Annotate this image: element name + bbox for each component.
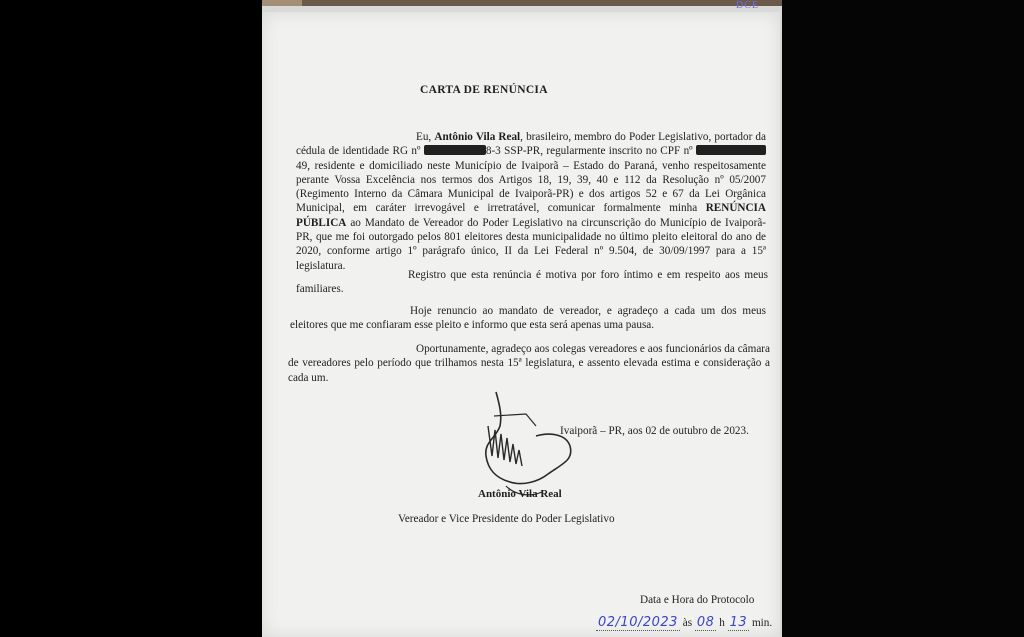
signer-name: Antônio Vila Real xyxy=(478,488,562,500)
protocol-min-label: min. xyxy=(751,617,773,629)
redacted-cpf xyxy=(696,145,766,155)
p3-text: Hoje renuncio ao mandato de vereador, e agradeço a cada um dos meus eleitores que me confiaram esse pleito e informo que esta será apenas uma pausa. xyxy=(290,305,766,332)
author-name: Antônio Vila Real xyxy=(434,131,521,143)
cpf-tail: 49 xyxy=(296,159,308,172)
protocol-h: h xyxy=(719,617,725,629)
p1-text-1: , brasileiro, membro do Poder Legislativo, portador da cédula de identidade RG nº xyxy=(296,131,766,158)
protocol-at: às xyxy=(682,617,693,629)
p4-text: Oportunamente, agradeço aos colegas vereadores e aos funcionários da câmara de vereadores pelo período que trilhamos nesta 15ª legislatura, e assento elevada estima e consideração a cada um. xyxy=(288,343,770,384)
p1-text-3: ao Mandato de Vereador do Poder Legislativo na circunscrição do Município de Ivaiporã-PR, que me foi outorgado pelos 801 eleitores desta municipalidade no último pleito eleitoral do ano de 2020, conforme artigo 1º parágrafo único, II da Lei Federal nº 9.504, de 30/09/1997 para a 15ª legislatura. xyxy=(296,216,767,272)
protocol-stamp-line xyxy=(596,616,772,630)
paragraph-reason xyxy=(296,268,768,297)
rg-tail: 8-3 SSP-PR, regularmente inscrito no CPF nº xyxy=(485,145,693,158)
document-title: CARTA DE RENÚNCIA xyxy=(420,84,548,96)
paragraph-thanks-colleagues xyxy=(288,342,770,385)
signer-role: Vereador e Vice Presidente do Poder Legislativo xyxy=(398,513,615,525)
renuncia-publica-emphasis: RENÚNCIA PÚBLICA xyxy=(296,202,766,229)
protocol-date: 02/10/2023 xyxy=(598,615,678,630)
paragraph-thanks-voters xyxy=(290,304,766,333)
protocol-label: Data e Hora do Protocolo xyxy=(640,594,755,606)
p1-lead: Eu, xyxy=(416,131,432,143)
paragraph-declaration xyxy=(296,130,766,273)
corner-handwritten-mark: DCE xyxy=(736,0,759,11)
p2-text: Registro que esta renúncia é motiva por foro íntimo e em respeito aos meus familiares. xyxy=(296,269,768,296)
background-dark-right xyxy=(782,0,1024,637)
place-and-date: Ivaiporã – PR, aos 02 de outubro de 2023. xyxy=(560,425,749,437)
p1-text-2: , residente e domiciliado neste Município de Ivaiporã – Estado do Paraná, venho respeitosamente perante Vossa Excelência nos termos dos Artigos 18, 19, 39, 40 e 112 da Resolução nº 05/2007 (Regimento Interno da Câmara Municipal de Ivaiporã-PR) e dos artigos 52 e 67 da Lei Orgânica Municipal, em caráter irrevogável e irretratável, comunicar formalmente minha xyxy=(296,159,766,215)
protocol-hour: 08 xyxy=(696,615,715,630)
protocol-minutes: 13 xyxy=(729,615,748,630)
redacted-rg xyxy=(424,145,486,155)
